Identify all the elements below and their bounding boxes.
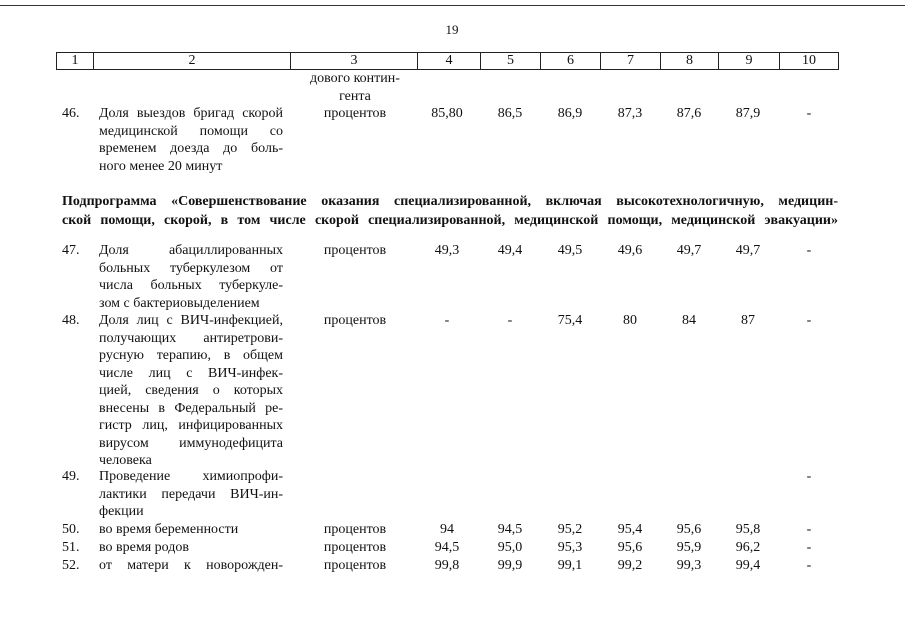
header-col-5: 5 <box>481 53 541 70</box>
indicator-name: во время родов <box>99 540 189 555</box>
indicator-name: Доля лиц с ВИЧ-инфекцией, получающих антиретрови- русную терапию, в общем числе лиц с ВИЧ-инфек- цией, сведения о которых внесены в Федеральный ре- гистр лиц, инфицированных вирусом иммунодефицита человека <box>99 313 283 468</box>
value-col-8: 99,3 <box>676 558 702 573</box>
header-col-9: 9 <box>719 53 780 70</box>
value-col-10: - <box>806 540 812 555</box>
row-number: 48. <box>62 313 80 328</box>
value-col-5: 49,4 <box>497 243 523 258</box>
value-col-7: 95,6 <box>617 540 643 555</box>
top-rule <box>0 5 905 6</box>
value-col-8: 95,9 <box>676 540 702 555</box>
value-col-10: - <box>806 558 812 573</box>
header-col-2: 2 <box>94 53 291 70</box>
value-col-4: 99,8 <box>434 558 460 573</box>
value-col-4: 94 <box>440 522 454 537</box>
value-col-9: 87 <box>741 313 755 328</box>
value-col-7: 87,3 <box>617 106 643 121</box>
unit: процентов <box>323 313 387 328</box>
value-col-5: 95,0 <box>497 540 523 555</box>
header-col-3: 3 <box>291 53 418 70</box>
value-col-9: 96,2 <box>735 540 761 555</box>
value-col-10: - <box>806 106 812 121</box>
indicator-name: во время беременности <box>99 522 239 537</box>
value-col-8: 95,6 <box>676 522 702 537</box>
indicator-name: Доля выездов бригад скорой медицинской помощи со временем доезда до боль- ного менее 20 минут <box>99 106 283 174</box>
unit: процентов <box>323 522 387 537</box>
value-col-5: 94,5 <box>497 522 523 537</box>
value-col-7: 99,2 <box>617 558 643 573</box>
value-col-4: 94,5 <box>434 540 460 555</box>
value-col-9: 95,8 <box>735 522 761 537</box>
subprogram-title: Подпрограмма «Совершенствование оказания специализированной, включая высокотехнологичную, медицин- ской помощи, скорой, в том числе скорой специализированной, медицинской помощи, медицинской эвакуации» <box>62 194 838 228</box>
row-number: 51. <box>62 540 80 555</box>
value-col-4: - <box>444 313 450 328</box>
value-col-9: 99,4 <box>735 558 761 573</box>
value-col-4: 85,80 <box>431 106 463 121</box>
header-col-8: 8 <box>661 53 719 70</box>
value-col-7: 95,4 <box>617 522 643 537</box>
value-col-6: 99,1 <box>557 558 583 573</box>
value-col-7: 49,6 <box>617 243 643 258</box>
header-col-4: 4 <box>418 53 481 70</box>
value-col-9: 49,7 <box>735 243 761 258</box>
value-col-10: - <box>806 313 812 328</box>
indicator-name: Доля абациллированных больных туберкулезом от числа больных туберкуле- зом с бактериовыделением <box>99 243 283 311</box>
carryover-unit: дового контин- гента <box>310 71 400 104</box>
value-col-5: - <box>507 313 513 328</box>
value-col-10: - <box>806 522 812 537</box>
value-col-8: 84 <box>682 313 696 328</box>
value-col-6: 75,4 <box>557 313 583 328</box>
value-col-10: - <box>806 243 812 258</box>
column-number-header <box>56 52 839 70</box>
value-col-7: 80 <box>623 313 637 328</box>
value-col-6: 95,3 <box>557 540 583 555</box>
unit: процентов <box>323 558 387 573</box>
header-col-10: 10 <box>780 53 839 70</box>
row-number: 52. <box>62 558 80 573</box>
value-col-5: 99,9 <box>497 558 523 573</box>
header-col-1: 1 <box>57 53 94 70</box>
value-col-9: 87,9 <box>735 106 761 121</box>
value-col-4: 49,3 <box>434 243 460 258</box>
row-number: 46. <box>62 106 80 121</box>
unit: процентов <box>323 540 387 555</box>
value-col-10: - <box>806 469 812 484</box>
value-col-6: 95,2 <box>557 522 583 537</box>
unit: процентов <box>323 243 387 258</box>
header-col-6: 6 <box>541 53 601 70</box>
unit: процентов <box>323 106 387 121</box>
row-number: 49. <box>62 469 80 484</box>
value-col-8: 87,6 <box>676 106 702 121</box>
indicator-name: Проведение химиопрофи- лактики передачи ВИЧ-ин- фекции <box>99 469 283 519</box>
page-number: 19 <box>445 22 459 37</box>
row-number: 47. <box>62 243 80 258</box>
value-col-6: 86,9 <box>557 106 583 121</box>
value-col-6: 49,5 <box>557 243 583 258</box>
indicator-name: от матери к новорожден- <box>99 558 283 573</box>
value-col-8: 49,7 <box>676 243 702 258</box>
row-number: 50. <box>62 522 80 537</box>
header-col-7: 7 <box>601 53 661 70</box>
value-col-5: 86,5 <box>497 106 523 121</box>
